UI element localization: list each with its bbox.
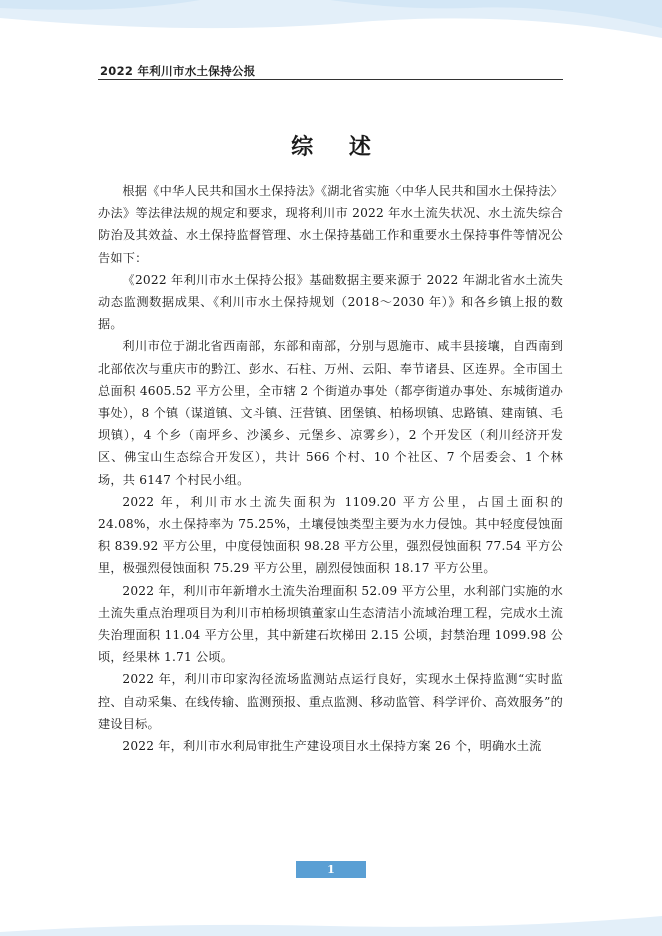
paragraph-geography: 利川市位于湖北省西南部，东部和南部，分别与恩施市、咸丰县接壤，自西南到北部依次与重庆市的黔江、彭水、石柱、万州、云阳、奉节诸县、区连界。全市国土总面积 4605.52 平方公里，全市辖 2 个街道办事处（都亭街道办事处、东城街道办事处），8 个镇（谋道镇、文斗镇、汪营镇、团堡镇、柏杨坝镇、忠路镇、建南镇、毛坝镇），4 个乡（南坪乡、沙溪乡、元堡乡、凉雾乡），2 个开发区（利川经济开发区、佛宝山生态综合开发区），共计 566 个村、10 个社区、7 个居委会、1 个林场，共 6147 个村民小组。 (98, 339, 563, 487)
paragraph-intro: 根据《中华人民共和国水土保持法》《湖北省实施〈中华人民共和国水土保持法〉办法》等法律法规的规定和要求，现将利川市 2022 年水土流失状况、水土流失综合防治及其效益、水土保持监督管理、水土保持基础工作和重要水土保持事件等情况公告如下： (98, 184, 563, 265)
page-title: 综 述 (291, 135, 385, 160)
paragraph-treatment: 2022 年，利川市年新增水土流失治理面积 52.09 平方公里，水利部门实施的水土流失重点治理项目为利川市柏杨坝镇董家山生态清洁小流域治理工程，完成水土流失治理面积 11.04 平方公里，其中新建石坎梯田 2.15 公顷，封禁治理 1099.98 公顷，经果林 1.71 公顷。 (98, 583, 563, 665)
footer-wave-graphic (0, 886, 662, 936)
paragraph-erosion-status: 2022 年，利川市水土流失面积为 1109.20 平方公里，占国土面积的 24.08%，水土保持率为 75.25%，土壤侵蚀类型主要为水力侵蚀。其中轻度侵蚀面积 839.92 平方公里，中度侵蚀面积 98.28 平方公里，强烈侵蚀面积 77.54 平方公里，极强烈侵蚀面积 75.29 平方公里，剧烈侵蚀面积 18.17 平方公里。 (98, 494, 563, 576)
paragraph-supervision: 2022 年，利川市水利局审批生产建设项目水土保持方案 26 个，明确水土流 (122, 739, 542, 754)
header-title: 2022 年利川市水土保持公报 (100, 64, 256, 78)
paragraph-data-source: 《2022 年利川市水土保持公报》基础数据主要来源于 2022 年湖北省水土流失动态监测数据成果、《利川市水土保持规划（2018～2030 年）》和各乡镇上报的数据。 (98, 272, 563, 332)
header-divider (98, 79, 563, 80)
page-number: 1 (296, 861, 366, 878)
body-text (98, 180, 563, 757)
paragraph-monitoring: 2022 年，利川市印家沟径流场监测站点运行良好，实现水土保持监测“实时监控、自动采集、在线传输、监测预报、重点监测、移动监管、科学评价、高效服务”的建设目标。 (98, 672, 563, 731)
